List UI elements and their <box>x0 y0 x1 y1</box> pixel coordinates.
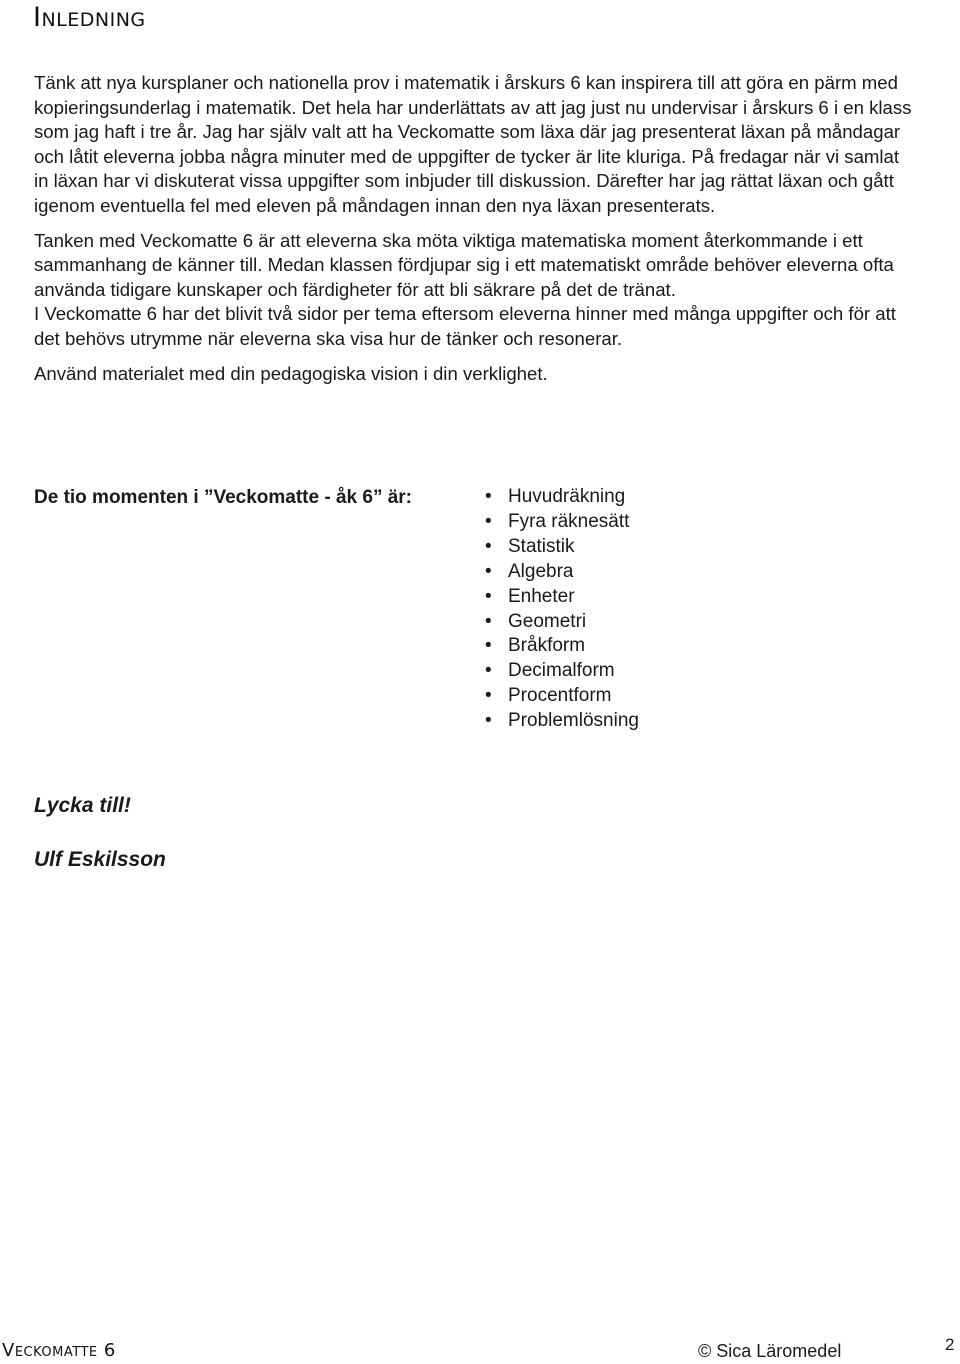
signoff-greeting: Lycka till! <box>34 794 131 817</box>
bullet-icon: • <box>485 635 492 657</box>
list-item-label: Procentform <box>508 685 612 707</box>
list-item-label: Fyra räknesätt <box>508 510 630 532</box>
signoff-author: Ulf Eskilsson <box>34 848 166 871</box>
bullet-icon: • <box>485 510 492 532</box>
intro-paragraph: I Veckomatte 6 har det blivit två sidor per tema eftersom eleverna hinner med många uppgifter och för att det behövs utrymme när eleverna ska visa hur de tänker och resonerar. <box>34 303 896 349</box>
list-item-label: Statistik <box>508 535 575 557</box>
list-item-label: Decimalform <box>508 660 615 682</box>
footer-publisher: © Sica Läromedel <box>698 1341 842 1361</box>
moments-list <box>484 485 639 734</box>
intro-text <box>34 71 914 386</box>
list-item <box>484 684 639 709</box>
page-title: Inledning <box>33 2 146 33</box>
bullet-icon: • <box>485 660 492 682</box>
footer-series-title: Veckomatte 6 <box>2 1340 116 1361</box>
intro-paragraph: Tanken med Veckomatte 6 är att eleverna ska möta viktiga matematiska moment återkommande i ett sammanhang de känner till. Medan klassen fördjupar sig i ett matematiskt område behöver eleverna ofta använda tidigare kunskaper och färdigheter för att bli säkrare på det de tränat. <box>34 229 894 300</box>
bullet-icon: • <box>485 685 492 707</box>
list-item <box>484 560 639 585</box>
bullet-icon: • <box>485 560 492 582</box>
bullet-icon: • <box>485 710 492 732</box>
list-item-label: Huvudräkning <box>508 486 626 507</box>
bullet-icon: • <box>485 585 492 607</box>
bullet-icon: • <box>485 610 492 632</box>
list-item <box>484 659 639 684</box>
list-item <box>484 709 639 734</box>
intro-paragraph: Tänk att nya kursplaner och nationella prov i matematik i årskurs 6 kan inspirera till att göra en pärm med kopieringsunderlag i matematik. Det hela har underlättats av att jag just nu undervisar i årskurs 6 i en klass som jag haft i tre år. Jag har själv valt att ha Veckomatte som läxa där jag presenterat läxan på måndagar och låtit eleverna jobba några minuter med de uppgifter de tycker är lite kluriga. På fredagar när vi samlat in läxan har vi diskuterat vissa uppgifter som inbjuder till diskussion. Därefter har jag rättat läxan och gått igenom eventuella fel med eleven på måndagen innan den nya läxan presenterats. <box>34 72 912 216</box>
list-item <box>484 585 639 610</box>
list-item-label: Algebra <box>508 560 574 582</box>
list-item-label: Enheter <box>508 585 575 607</box>
list-item <box>484 610 639 635</box>
list-item-label: Problemlösning <box>508 710 639 732</box>
bullet-icon: • <box>485 486 492 507</box>
list-item-label: Bråkform <box>508 635 586 657</box>
bullet-icon: • <box>485 535 492 557</box>
intro-paragraph: Använd materialet med din pedagogiska vision i din verklighet. <box>34 362 548 384</box>
list-item <box>484 634 639 659</box>
list-item <box>484 485 639 510</box>
list-item <box>484 510 639 535</box>
moments-heading: De tio momenten i ”Veckomatte - åk 6” är: <box>34 487 413 508</box>
list-item-label: Geometri <box>508 610 587 632</box>
page-number: 2 <box>945 1335 955 1354</box>
list-item <box>484 535 639 560</box>
